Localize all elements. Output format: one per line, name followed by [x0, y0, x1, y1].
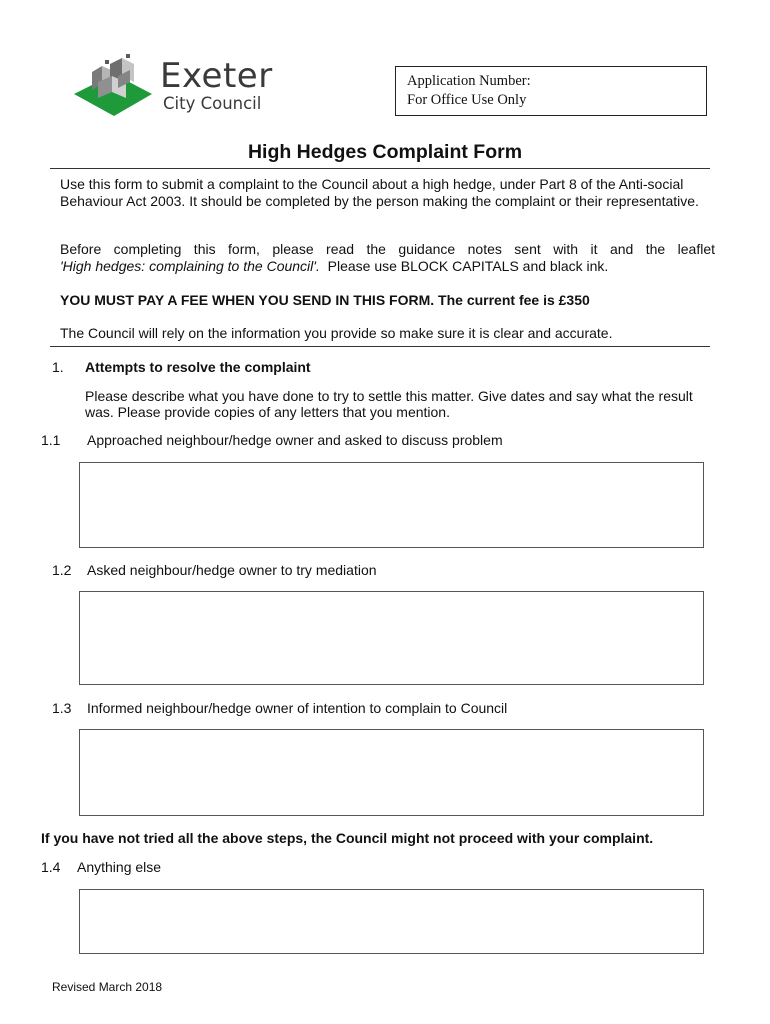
guidance-paragraph-line1: Before completing this form, please read the guidance notes sent with it and the leaflet	[60, 241, 715, 257]
council-emblem-icon	[72, 52, 154, 122]
application-number-label: Application Number:	[407, 73, 531, 89]
exeter-city-council-logo	[72, 52, 272, 122]
anything-else-answer-field[interactable]	[79, 889, 704, 954]
logo-subtitle: City Council	[163, 94, 262, 113]
intention-to-complain-answer-field[interactable]	[79, 729, 704, 816]
question-number: 1.3	[52, 700, 72, 716]
question-label: Informed neighbour/hedge owner of intention to complain to Council	[87, 700, 508, 716]
office-use-only-label: For Office Use Only	[407, 92, 527, 108]
section-instructions: Please describe what you have done to try to settle this matter. Give dates and say what the result was. Please provide copies of any letters that you mention.	[85, 388, 693, 420]
page-title: High Hedges Complaint Form	[247, 141, 523, 163]
mediation-answer-field[interactable]	[79, 591, 704, 685]
approached-neighbour-answer-field[interactable]	[79, 462, 704, 548]
guidance-paragraph-line2	[60, 258, 715, 275]
warning-notice: If you have not tried all the above steps, the Council might not proceed with your complaint.	[41, 830, 654, 846]
intro-paragraph: Use this form to submit a complaint to the Council about a high hedge, under Part 8 of the Anti-social Behaviour Act 2003. It should be completed by the person making the complaint or their representative.	[60, 176, 699, 209]
question-number: 1.4	[41, 859, 61, 875]
question-label: Approached neighbour/hedge owner and asked to discuss problem	[87, 432, 503, 448]
office-use-box	[395, 66, 707, 116]
question-number: 1.2	[52, 562, 72, 578]
section-number: 1.	[52, 359, 64, 375]
fee-notice: YOU MUST PAY A FEE WHEN YOU SEND IN THIS FORM. The current fee is £350	[60, 292, 590, 308]
section-heading: Attempts to resolve the complaint	[85, 359, 311, 375]
accuracy-notice: The Council will rely on the information you provide so make sure it is clear and accurate.	[60, 325, 613, 341]
leaflet-title: 'High hedges: complaining to the Council'.	[60, 258, 320, 274]
logo-wordmark: Exeter	[160, 56, 273, 96]
block-capitals-instruction: Please use BLOCK CAPITALS and black ink.	[327, 258, 609, 274]
question-label: Asked neighbour/hedge owner to try mediation	[87, 562, 377, 578]
title-divider	[50, 168, 710, 169]
intro-divider	[50, 346, 710, 347]
question-number: 1.1	[41, 432, 61, 448]
revision-date: Revised March 2018	[52, 980, 163, 994]
question-label: Anything else	[77, 859, 162, 875]
